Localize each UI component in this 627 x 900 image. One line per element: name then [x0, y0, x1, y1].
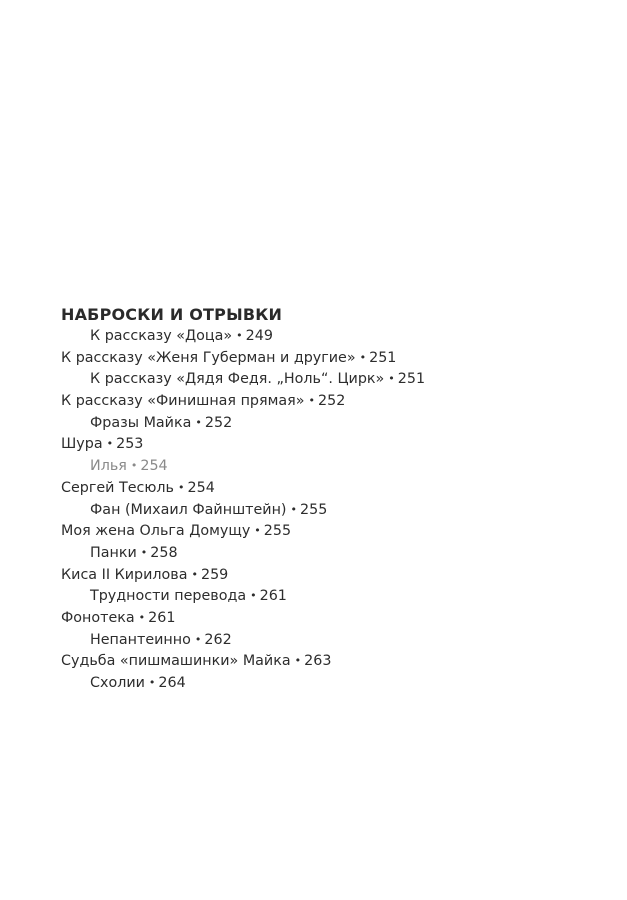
- page-separator: •: [194, 632, 202, 646]
- entry-title: Моя жена Ольга Домущу: [61, 523, 251, 540]
- entry-title: Панки: [90, 544, 137, 561]
- entry-title: Сергей Тесюль: [61, 479, 174, 496]
- toc-entry: [61, 369, 601, 391]
- page-separator: •: [236, 329, 243, 342]
- toc-entry: [61, 478, 601, 500]
- entry-page-number: 255: [300, 501, 328, 518]
- page-separator: •: [195, 415, 202, 429]
- page-separator: •: [250, 589, 257, 603]
- entry-page-number: 251: [397, 371, 426, 388]
- entry-page-number: 259: [200, 566, 229, 583]
- entry-title: Фразы Майка: [90, 414, 192, 431]
- entry-page-number: 262: [204, 631, 232, 648]
- toc-entry: [61, 673, 601, 695]
- page-separator: •: [294, 654, 302, 668]
- page-separator: •: [178, 480, 185, 494]
- entry-page-number: 249: [245, 328, 273, 344]
- entry-title: Судьба «пишмашинки» Майка: [61, 653, 291, 670]
- page-separator: •: [191, 567, 198, 581]
- entry-page-number: 251: [369, 349, 397, 366]
- toc-entry: [61, 565, 601, 587]
- page-separator: •: [148, 676, 156, 689]
- page-separator: •: [140, 545, 148, 559]
- page-separator: •: [254, 524, 261, 538]
- page-separator: •: [138, 610, 146, 624]
- entry-page-number: 263: [304, 653, 332, 670]
- entry-page-number: 261: [148, 609, 176, 626]
- toc-entry: [61, 521, 601, 543]
- entry-title: Фонотека: [61, 609, 135, 626]
- page-separator: •: [130, 459, 138, 473]
- entry-title: Илья: [90, 458, 127, 475]
- page-separator: •: [308, 394, 315, 408]
- toc-entry: [61, 456, 601, 478]
- toc-entry: [61, 586, 601, 608]
- toc-entry: [61, 413, 601, 435]
- entry-title: Схолии: [90, 675, 145, 691]
- entry-page-number: 255: [263, 523, 292, 540]
- entry-title: Непантеинно: [90, 631, 191, 648]
- entry-title: Киса II Кирилова: [61, 566, 188, 583]
- toc-entry: [61, 651, 601, 673]
- entry-page-number: 258: [150, 544, 178, 561]
- table-of-contents: [61, 304, 601, 695]
- toc-entry: [61, 391, 601, 413]
- toc-entry: [61, 608, 601, 630]
- entry-title: К рассказу «Женя Губерман и другие»: [61, 349, 356, 366]
- entry-page-number: 261: [259, 588, 287, 605]
- entry-title: Шура: [61, 436, 103, 453]
- entry-page-number: 254: [187, 479, 215, 496]
- page-separator: •: [388, 372, 395, 386]
- toc-entry: [61, 434, 601, 456]
- toc-entry: [61, 500, 601, 522]
- toc-entry: [61, 543, 601, 565]
- page-separator: •: [359, 350, 367, 364]
- toc-entry: [61, 630, 601, 652]
- toc-entry: [61, 326, 601, 348]
- entry-title: Трудности перевода: [90, 588, 247, 605]
- entry-title: К рассказу «Финишная прямая»: [61, 393, 305, 410]
- section-heading: НАБРОСКИ И ОТРЫВКИ: [61, 305, 283, 324]
- page-separator: •: [106, 437, 114, 451]
- entry-page-number: 252: [204, 414, 233, 431]
- entry-title: К рассказу «Дядя Федя. „Ноль“. Цирк»: [90, 371, 385, 388]
- entry-title: Фан (Михаил Файнштейн): [90, 501, 287, 518]
- page-separator: •: [290, 502, 297, 516]
- entry-page-number: 254: [140, 458, 168, 475]
- entry-title: К рассказу «Доца»: [90, 328, 233, 344]
- entry-page-number: 264: [158, 675, 186, 691]
- entry-page-number: 252: [318, 393, 346, 410]
- toc-entry-list: [61, 326, 601, 695]
- entry-page-number: 253: [116, 436, 144, 453]
- toc-entry: [61, 348, 601, 370]
